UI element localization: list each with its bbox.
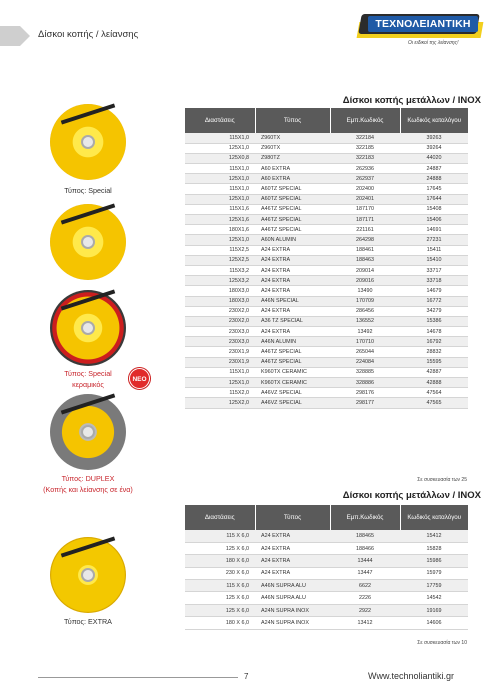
disc-duplex-label-1: Τύπος: DUPLEX (61, 474, 115, 483)
col-catalog-code: Κωδικός καταλόγου (400, 108, 468, 133)
col-type: Τύπος (255, 505, 330, 530)
cell-dimensions: 230X3,0 (185, 337, 255, 347)
section2-pack-note: Σε συσκευασία των 10 (417, 640, 467, 646)
cell-catalog-code: 44020 (400, 153, 468, 163)
table-row (185, 245, 468, 255)
cell-trade-code: 188465 (330, 530, 400, 542)
table-row (185, 327, 468, 337)
disc-label-band (61, 289, 115, 310)
cell-trade-code: 298177 (330, 398, 400, 408)
cell-type: A24 EXTRA (255, 276, 330, 286)
cell-catalog-code: 16772 (400, 296, 468, 306)
cell-trade-code: 322183 (330, 153, 400, 163)
table-row (185, 378, 468, 388)
cell-trade-code: 2922 (330, 604, 400, 616)
disc-hole (81, 135, 95, 149)
cell-dimensions: 230X2,0 (185, 306, 255, 316)
cell-type: A24 EXTRA (255, 327, 330, 337)
cell-type: A46N SUPRA ALU (255, 580, 330, 592)
disc-extra-image (50, 537, 126, 613)
table-row (185, 164, 468, 174)
table-row (185, 296, 468, 306)
disc-ceramic-label-2: κεραμικός (72, 380, 104, 389)
section2-table-body (185, 530, 468, 629)
cell-catalog-code: 15386 (400, 316, 468, 326)
cell-catalog-code: 14542 (400, 592, 468, 604)
cell-dimensions: 115X1,0 (185, 367, 255, 377)
cell-dimensions: 115X3,2 (185, 265, 255, 275)
cell-catalog-code: 17645 (400, 184, 468, 194)
cell-type: A60 EXTRA (255, 164, 330, 174)
cell-dimensions: 230X1,9 (185, 357, 255, 367)
table-row (185, 255, 468, 265)
cell-dimensions: 115X1,0 (185, 133, 255, 143)
cell-trade-code: 136552 (330, 316, 400, 326)
cell-trade-code: 322184 (330, 133, 400, 143)
section1-title: Δίσκοι κοπής μετάλλων / INOX (342, 95, 481, 106)
table-row (185, 184, 468, 194)
disc-hole (81, 235, 95, 249)
disc-ceramic-image (50, 290, 126, 366)
col-trade-code: Εμπ.Κωδικός (330, 108, 400, 133)
cell-type: K960TX CERAMIC (255, 378, 330, 388)
disc-duplex-label-2: (Κοπής και λείανσης σε ένα) (43, 485, 133, 494)
cell-catalog-code: 17759 (400, 580, 468, 592)
cell-dimensions: 125 X 6,0 (185, 592, 255, 604)
cell-type: A24 EXTRA (255, 245, 330, 255)
cell-catalog-code: 15411 (400, 245, 468, 255)
cell-type: A46VZ SPECIAL (255, 388, 330, 398)
cell-trade-code: 187170 (330, 204, 400, 214)
cell-trade-code: 224084 (330, 357, 400, 367)
cell-type: A24N SUPRA INOX (255, 617, 330, 629)
cell-dimensions: 230X1,9 (185, 347, 255, 357)
cell-trade-code: 188463 (330, 255, 400, 265)
cell-catalog-code: 14606 (400, 617, 468, 629)
disc-label-band (61, 103, 115, 124)
cell-type: A46TZ SPECIAL (255, 204, 330, 214)
cell-trade-code: 298176 (330, 388, 400, 398)
cell-dimensions: 180 X 6,0 (185, 617, 255, 629)
disc-extra-label: Τύπος: EXTRA (64, 617, 112, 626)
cell-catalog-code: 15410 (400, 255, 468, 265)
cell-type: Z980TZ (255, 153, 330, 163)
cell-dimensions: 115X2,5 (185, 245, 255, 255)
cell-type: A24 EXTRA (255, 265, 330, 275)
table-row (185, 276, 468, 286)
cell-trade-code: 13492 (330, 327, 400, 337)
cell-catalog-code: 24888 (400, 174, 468, 184)
cell-dimensions: 125X0,8 (185, 153, 255, 163)
col-trade-code: Εμπ.Κωδικός (330, 505, 400, 530)
cell-trade-code: 209014 (330, 265, 400, 275)
disc-duplex-image (50, 394, 126, 470)
cell-dimensions: 115X1,0 (185, 184, 255, 194)
footer-website-link[interactable]: Www.technoliantiki.gr (368, 671, 455, 681)
cell-type: A24 EXTRA (255, 530, 330, 542)
table-row (185, 617, 468, 629)
cell-type: A24 EXTRA (255, 255, 330, 265)
cell-catalog-code: 24887 (400, 164, 468, 174)
cell-dimensions: 125X3,2 (185, 276, 255, 286)
cell-trade-code: 322185 (330, 143, 400, 153)
cell-catalog-code: 28832 (400, 347, 468, 357)
section2-table (185, 505, 468, 630)
cell-trade-code: 188461 (330, 245, 400, 255)
table-row (185, 555, 468, 567)
cell-trade-code: 264298 (330, 235, 400, 245)
cell-trade-code: 170709 (330, 296, 400, 306)
cell-dimensions: 115X1,6 (185, 204, 255, 214)
cell-trade-code: 202400 (330, 184, 400, 194)
table-row (185, 567, 468, 579)
cell-type: A46TZ SPECIAL (255, 357, 330, 367)
cell-catalog-code: 15979 (400, 567, 468, 579)
cell-trade-code: 2226 (330, 592, 400, 604)
disc-label-band (61, 393, 115, 414)
cell-type: Z960TX (255, 133, 330, 143)
table-row (185, 306, 468, 316)
cell-trade-code: 328886 (330, 378, 400, 388)
cell-type: A24 EXTRA (255, 306, 330, 316)
cell-type: K960TX CERAMIC (255, 367, 330, 377)
disc-special-image-2 (50, 204, 126, 280)
table-row (185, 542, 468, 554)
table-row (185, 604, 468, 616)
footer-divider (38, 677, 238, 678)
section1-pack-note: Σε συσκευασία των 25 (417, 477, 467, 483)
cell-trade-code: 202401 (330, 194, 400, 204)
col-type: Τύπος (255, 108, 330, 133)
cell-dimensions: 115X2,0 (185, 388, 255, 398)
table-row (185, 265, 468, 275)
cell-trade-code: 262936 (330, 164, 400, 174)
table-row (185, 153, 468, 163)
cell-dimensions: 125X2,5 (185, 255, 255, 265)
cell-type: A60TZ SPECIAL (255, 184, 330, 194)
cell-type: A60TZ SPECIAL (255, 194, 330, 204)
header-accent (0, 26, 20, 46)
cell-type: A36 TZ SPECIAL (255, 316, 330, 326)
cell-catalog-code: 33718 (400, 276, 468, 286)
cell-catalog-code: 15412 (400, 530, 468, 542)
disc-hole (81, 321, 95, 335)
cell-trade-code: 265044 (330, 347, 400, 357)
cell-trade-code: 262937 (330, 174, 400, 184)
cell-catalog-code: 47564 (400, 388, 468, 398)
section1-table (185, 108, 468, 409)
cell-type: Z960TX (255, 143, 330, 153)
cell-type: A24 EXTRA (255, 567, 330, 579)
disc-ceramic-label-1: Τύπος: Special (64, 369, 112, 378)
table-row (185, 580, 468, 592)
cell-catalog-code: 33717 (400, 265, 468, 275)
cell-catalog-code: 15986 (400, 555, 468, 567)
cell-trade-code: 328885 (330, 367, 400, 377)
section2-title: Δίσκοι κοπής μετάλλων / INOX (342, 490, 481, 501)
cell-catalog-code: 47565 (400, 398, 468, 408)
cell-catalog-code: 42888 (400, 378, 468, 388)
table-row (185, 367, 468, 377)
cell-catalog-code: 15406 (400, 215, 468, 225)
table-row (185, 286, 468, 296)
cell-trade-code: 188466 (330, 542, 400, 554)
disc-special-label: Τύπος: Special (64, 186, 112, 195)
brand-logo (358, 14, 482, 50)
cell-catalog-code: 42887 (400, 367, 468, 377)
logo-slogan: Οι ειδικοί της λείανσης! (408, 40, 459, 46)
cell-trade-code: 13444 (330, 555, 400, 567)
logo-text: ΤΕΧΝΟΛΕΙΑΝΤΙΚΗ (368, 16, 478, 32)
cell-dimensions: 115 X 6,0 (185, 530, 255, 542)
col-dimensions: Διαστάσεις (185, 505, 255, 530)
cell-catalog-code: 15408 (400, 204, 468, 214)
disc-label-band (61, 203, 115, 224)
section1-table-body (185, 133, 468, 408)
cell-trade-code: 170710 (330, 337, 400, 347)
cell-trade-code: 13490 (330, 286, 400, 296)
cell-catalog-code: 39263 (400, 133, 468, 143)
cell-dimensions: 180X3,0 (185, 286, 255, 296)
table-row (185, 337, 468, 347)
disc-hole (81, 568, 95, 582)
cell-trade-code: 13412 (330, 617, 400, 629)
cell-dimensions: 125 X 6,0 (185, 604, 255, 616)
table-row (185, 347, 468, 357)
cell-dimensions: 180 X 6,0 (185, 555, 255, 567)
cell-catalog-code: 15828 (400, 542, 468, 554)
cell-type: A46N SPECIAL (255, 296, 330, 306)
cell-type: A60 EXTRA (255, 174, 330, 184)
cell-catalog-code: 27231 (400, 235, 468, 245)
neo-badge: NEO (129, 368, 150, 389)
cell-type: A24 EXTRA (255, 555, 330, 567)
cell-dimensions: 230X3,0 (185, 327, 255, 337)
cell-catalog-code: 17644 (400, 194, 468, 204)
cell-type: A24N SUPRA INOX (255, 604, 330, 616)
cell-catalog-code: 14678 (400, 327, 468, 337)
cell-catalog-code: 39264 (400, 143, 468, 153)
cell-trade-code: 13447 (330, 567, 400, 579)
table-row (185, 215, 468, 225)
table-row (185, 592, 468, 604)
cell-dimensions: 125X1,0 (185, 174, 255, 184)
cell-type: A46TZ SPECIAL (255, 225, 330, 235)
cell-type: A24 EXTRA (255, 542, 330, 554)
cell-type: A46VZ SPECIAL (255, 398, 330, 408)
disc-label-band (61, 536, 115, 557)
disc-special-image (50, 104, 126, 180)
page-number: 7 (244, 672, 249, 681)
cell-type: A46N ALUMIN (255, 337, 330, 347)
cell-catalog-code: 16792 (400, 337, 468, 347)
table-row (185, 398, 468, 408)
table-row (185, 530, 468, 542)
cell-dimensions: 230 X 6,0 (185, 567, 255, 579)
cell-type: A46TZ SPECIAL (255, 347, 330, 357)
cell-catalog-code: 14691 (400, 225, 468, 235)
cell-dimensions: 125X1,0 (185, 235, 255, 245)
cell-dimensions: 125X1,0 (185, 378, 255, 388)
cell-dimensions: 230X2,0 (185, 316, 255, 326)
cell-trade-code: 209016 (330, 276, 400, 286)
cell-trade-code: 6622 (330, 580, 400, 592)
cell-trade-code: 187171 (330, 215, 400, 225)
cell-type: A46N SUPRA ALU (255, 592, 330, 604)
cell-dimensions: 115X1,0 (185, 164, 255, 174)
cell-type: A46TZ SPECIAL (255, 215, 330, 225)
table-row (185, 204, 468, 214)
page-category-title: Δίσκοι κοπής / λείανσης (38, 29, 139, 40)
cell-dimensions: 180X1,6 (185, 225, 255, 235)
cell-trade-code: 221161 (330, 225, 400, 235)
cell-catalog-code: 19169 (400, 604, 468, 616)
table-row (185, 357, 468, 367)
table-row (185, 143, 468, 153)
cell-catalog-code: 14679 (400, 286, 468, 296)
disc-hole (81, 425, 95, 439)
col-catalog-code: Κωδικός καταλόγου (400, 505, 468, 530)
cell-dimensions: 115 X 6,0 (185, 580, 255, 592)
col-dimensions: Διαστάσεις (185, 108, 255, 133)
table-row (185, 194, 468, 204)
cell-type: A60N ALUMIN (255, 235, 330, 245)
cell-dimensions: 125X1,0 (185, 143, 255, 153)
table-row (185, 235, 468, 245)
cell-dimensions: 180X3,0 (185, 296, 255, 306)
table-row (185, 316, 468, 326)
cell-catalog-code: 15595 (400, 357, 468, 367)
cell-trade-code: 286456 (330, 306, 400, 316)
table-row (185, 133, 468, 143)
cell-dimensions: 125X1,0 (185, 194, 255, 204)
table-row (185, 225, 468, 235)
cell-catalog-code: 34279 (400, 306, 468, 316)
cell-type: A24 EXTRA (255, 286, 330, 296)
table-row (185, 388, 468, 398)
cell-dimensions: 125 X 6,0 (185, 542, 255, 554)
table-row (185, 174, 468, 184)
cell-dimensions: 125X1,6 (185, 215, 255, 225)
cell-dimensions: 125X2,0 (185, 398, 255, 408)
